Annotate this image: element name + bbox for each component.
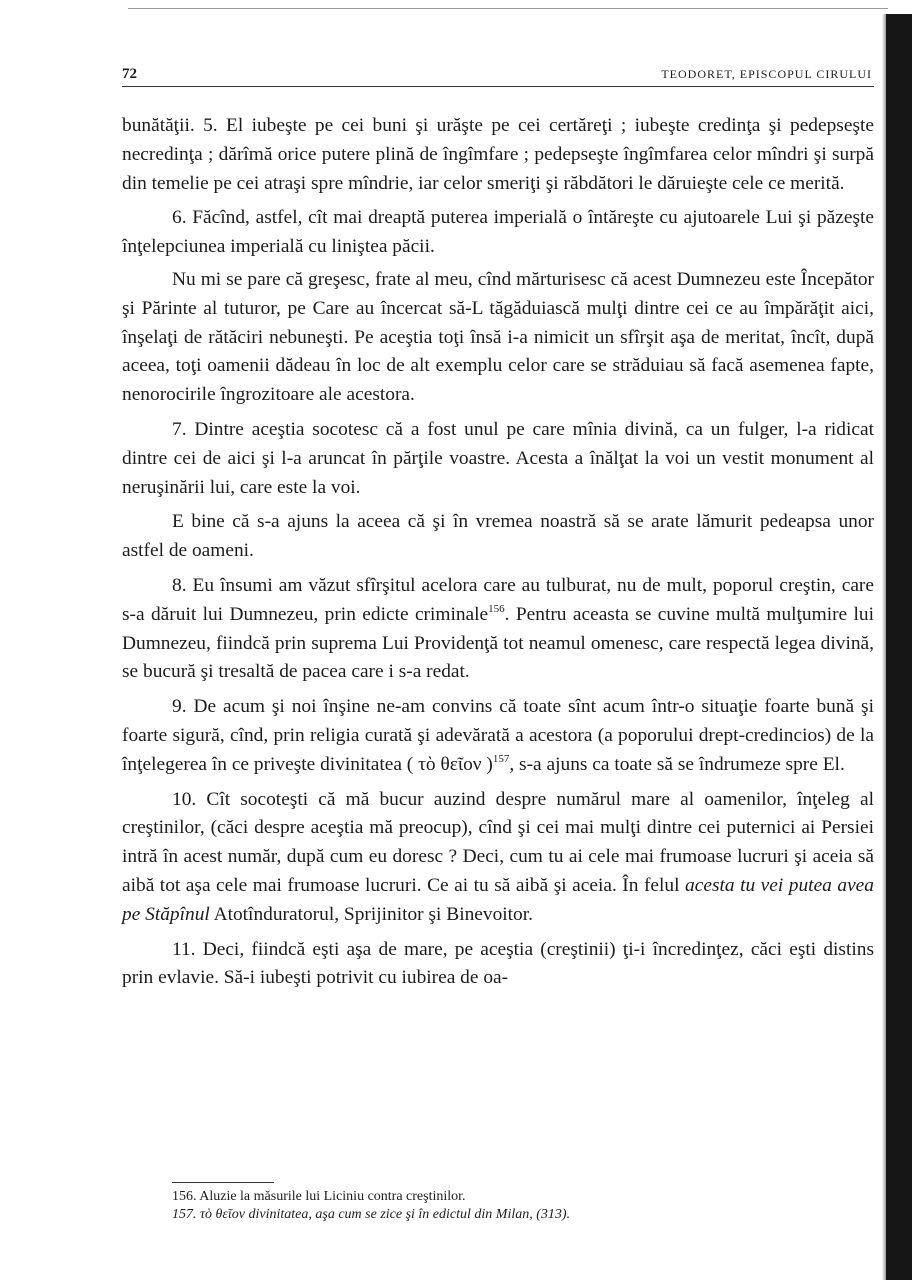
footnote-rule [172, 1182, 274, 1183]
footnote-157: 157. τὸ θεῖον divinitatea, aşa cum se zice şi în edictul din Milan, (313). [172, 1207, 571, 1222]
paragraph-5-continued: bunătăţii. 5. El iubeşte pe cei buni şi urăşte pe cei certăreţi ; iubeşte credinţa şi pedepseşte necredinţa ; dărîmă orice putere plină de îngîmfare ; pedepseşte îngîmfarea celor mîndri şi surpă din temelie pe cei atraşi spre mîndrie, iar celor smeriţi şi răbdători le dăruieşte cele ce merită. [122, 115, 874, 194]
paragraph-10-italic: acesta tu vei putea avea pe Stăpînul [122, 874, 874, 925]
top-edge-rule [128, 8, 888, 9]
paragraph-9 [122, 693, 874, 779]
paragraph-11: 11. Deci, fiindcă eşti aşa de mare, pe aceştia (creştinii) ţi-i încredinţez, căci eşti distins prin evlavie. Să-i iubeşti potrivit cu iubirea de oa- [122, 938, 874, 989]
paragraph-9-text-end: , s-a ajuns ca toate să se îndrumeze spre El. [509, 753, 845, 775]
paragraph-10-text-end: Atotînduratorul, Sprijinitor şi Binevoitor. [213, 903, 533, 925]
binding-shadow [886, 14, 912, 1280]
paragraph-8-text: 8. Eu însumi am văzut sfîrşitul acelora care au tulburat, nu de mult, poporul creştin, care s-a dăruit lui Dumnezeu, prin edicte criminale [122, 574, 874, 625]
paragraph-7: 7. Dintre aceştia socotesc că a fost unul pe care mînia divină, ca un fulger, l-a ridicat dintre cei de aici şi l-a aruncat în părţile voastre. Acesta a înălţat la voi un vestit monument al neruşinării lui, care este la voi. [122, 418, 874, 498]
paragraph-8 [122, 572, 874, 687]
footnote-ref-157: 157 [492, 752, 510, 765]
paragraph-9-text: 9. De acum şi noi înşine ne-am convins că toate sînt acum într-o situaţie foarte bună şi foarte sigură, cînd, prin religia curată şi adevărată a acestora (a poporului drept-credincios) de la înţelegerea în ce priveşte divinitatea ( τὸ θεῖον ) [122, 696, 874, 775]
paragraph-8-text-end: . Pentru aceasta se cuvine multă mulţumire lui Dumnezeu, fiindcă prin suprema Lui Providenţă tot neamul omenesc, care respectă legea divină, se bucură şi tresaltă de pacea care i s-a redat. [122, 603, 874, 683]
body-text [122, 112, 874, 997]
paragraph-10-text: 10. Cît socoteşti că mă bucur auzind despre numărul mare al oamenilor, înţeleg al creştinilor, (căci despre aceştia mă preocup), cînd şi cei mai mulţi dintre cei puternici ai Persiei intră în acest număr, după cum eu doresc ? Deci, cum tu ai cele mai frumoase lucruri şi aceia să aibă tot aşa cele mai frumoase lucruri. Ce ai tu să aibă şi aceia. În felul [122, 788, 874, 896]
footnotes [172, 1188, 852, 1224]
page-number: 72 [122, 66, 137, 82]
paragraph-7-continued: E bine că s-a ajuns la aceea că şi în vremea noastră să se arate lămurit pedeapsa unor astfel de oameni. [122, 511, 874, 562]
running-head: TEODORET, EPISCOPUL CIRULUI [661, 67, 872, 81]
paragraph-10 [122, 786, 874, 930]
paragraph-6-continued: Nu mi se pare că greşesc, frate al meu, cînd mărturisesc că acest Dumnezeu este Începător şi Părinte al tuturor, pe Care au încercat să-L tăgăduiască mulţi dintre cei ce au împărăţit aici, înşelaţi de rătăciri nebuneşti. Pe aceştia toţi însă i-a nimicit un sfîrşit aşa de meritat, încît, după aceea, toţi oamenii dădeau în loc de alt exemplu celor care se străduiau să facă asemenea fapte, nenorocirile îngrozitoare ale acestora. [122, 268, 874, 406]
footnote-156: 156. Aluzie la măsurile lui Liciniu contra creştinilor. [172, 1189, 466, 1204]
footnote-ref-156: 156 [488, 602, 505, 615]
page-header [122, 64, 874, 87]
paragraph-6: 6. Făcînd, astfel, cît mai dreaptă puterea imperială o întăreşte cu ajutoarele Lui şi păzeşte înţelepciunea imperială cu liniştea păcii. [122, 207, 874, 258]
